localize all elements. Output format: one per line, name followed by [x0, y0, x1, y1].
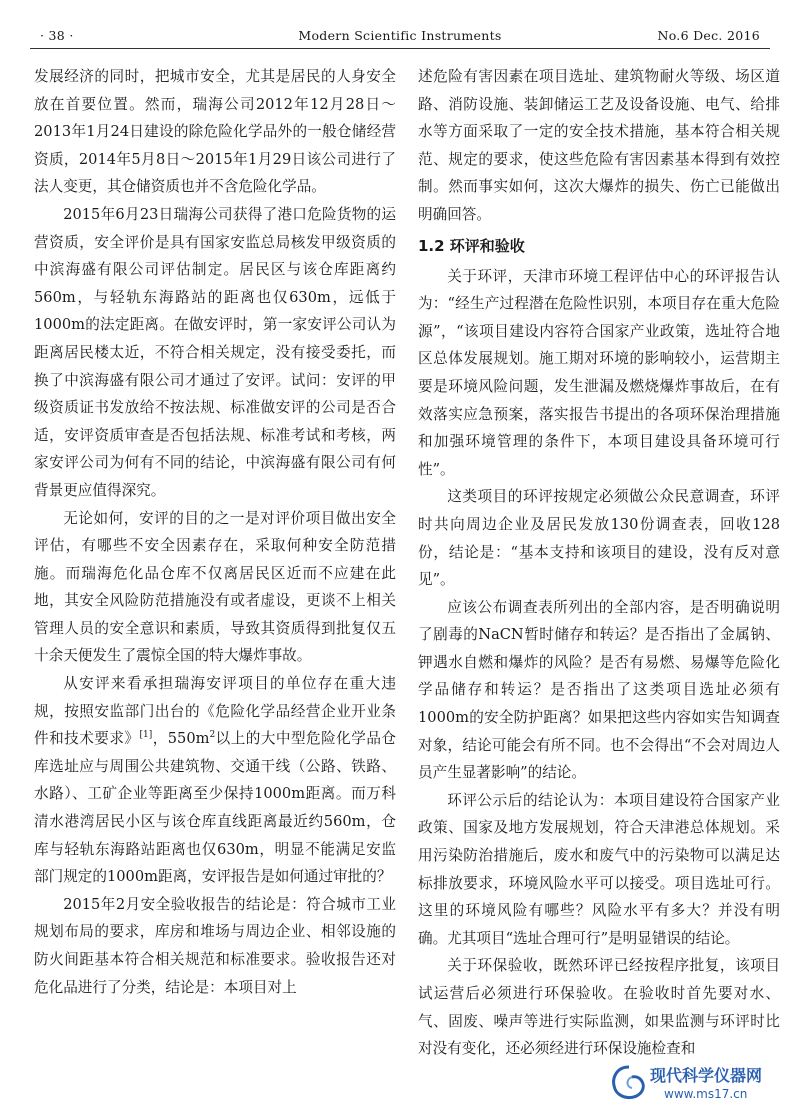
paragraph	[34, 670, 396, 891]
paragraph: 2015年2月安全验收报告的结论是：符合城市工业规划布局的要求，库房和堆场与周边企业、相邻设施的防火间距基本符合相关规范和标准要求。验收报告还对危化品进行了分类，结论是：本项目对上	[34, 895, 396, 996]
journal-name: Modern Scientific Instruments	[298, 28, 502, 43]
paragraph: 环评公示后的结论认为：本项目建设符合国家产业政策、国家及地方发展规划，符合天津港总体规划。采用污染防治措施后，废水和废气中的污染物可以满足达标排放要求，环境风险水平可以接受。项目选址可行。这里的环境风险有哪些？风险水平有多大？并没有明确。尤其项目“选址合理可行”是明显错误的结论。	[418, 791, 780, 947]
running-header	[30, 22, 770, 48]
reference-marker: [1]	[139, 730, 153, 741]
section-heading: 1.2 环评和验收	[418, 236, 525, 255]
watermark-title: 现代科学仪器网	[650, 1066, 763, 1085]
left-column	[34, 63, 396, 1001]
paragraph: 无论如何，安评的目的之一是对评价项目做出安全评估，有哪些不安全因素存在，采取何种安全防范措施。而瑞海危化品仓库不仅离居民区近而不应建在此地，其安全风险防范措施没有或者虚设，更谈不上相关管理人员的安全意识和素质，导致其资质得到批复仅五十余天便发生了震惊全国的特大爆炸事故。	[34, 509, 396, 665]
paragraph: 2015年6月23日瑞海公司获得了港口危险货物的运营资质，安全评价是具有国家安监总局核发甲级资质的中滨海盛有限公司评估制定。居民区与该仓库距离约560m，与轻轨东海路站的距离也仅630m，远低于1000m的法定距离。在做安评时，第一家安评公司认为距离居民楼太近，不符合相关规定，没有接受委托，而换了中滨海盛有限公司才通过了安评。试问：安评的甲级资质证书发放给不按法规、标准做安评的公司是否合适，安评资质审查是否包括法规、标准考试和考核，两家安评公司为何有不同的结论，中滨海盛有限公司有何背景更应值得深究。	[34, 205, 396, 499]
watermark-url: www.ms17.cn	[664, 1087, 748, 1101]
issue-info: No.6 Dec. 2016	[657, 28, 760, 43]
paragraph: 这类项目的环评按规定必须做公众民意调查，环评时共向周边企业及居民发放130份调查表，回收128份，结论是：“基本支持和该项目的建设，没有反对意见”。	[418, 488, 780, 589]
paragraph: 应该公布调查表所列出的全部内容，是否明确说明了剧毒的NaCN暂时储存和转运？是否指出了金属钠、钾遇水自燃和爆炸的风险？是否有易燃、易爆等危险化学品储存和转运？是否指出了这类项目选址必须有1000m的安全防护距离？如果把这些内容如实告知调查对象，结论可能会有所不同。也不会得出“不会对周边人员产生显著影响”的结论。	[418, 598, 780, 782]
swirl-logo-icon	[606, 1061, 652, 1107]
right-column	[418, 63, 780, 1063]
superscript: 2	[209, 730, 216, 741]
text-run: 从安评来看承担瑞海安评项目的单位存在重大违规，按照安监部门出台的《危险化学品经营企业开业条件和技术要求》	[34, 675, 396, 748]
page-number: · 38 ·	[40, 28, 74, 43]
paragraph: 述危险有害因素在项目选址、建筑物耐火等级、场区道路、消防设施、装卸储运工艺及设备设施、电气、给排水等方面采取了一定的安全技术措施，基本符合相关规范、规定的要求，使这些危险有害因素基本得到有效控制。然而事实如何，这次大爆炸的损失、伤亡已能做出明确回答。	[418, 68, 780, 223]
header-rule	[30, 48, 770, 49]
paragraph: 关于环评，天津市环境工程评估中心的环评报告认为：“经生产过程潜在危险性识别，本项目存在重大危险源”，“该项目建设内容符合国家产业政策，选址符合地区总体发展规划。施工期对环境的影响较小，运营期主要是环境风险问题，发生泄漏及燃烧爆炸事故后，在有效落实应急预案，落实报告书提出的各项环保治理措施和加强环境管理的条件下，本项目建设具备环境可行性”。	[418, 267, 780, 478]
watermark-logo	[606, 1061, 786, 1107]
text-run: ，550m	[152, 730, 210, 748]
paragraph: 发展经济的同时，把城市安全，尤其是居民的人身安全放在首要位置。然而，瑞海公司2012年12月28日～2013年1月24日建设的除危险化学品外的一般仓储经营资质，2014年5月8日～2015年1月29日该公司进行了法人变更，其仓储资质也并不含危险化学品。	[34, 68, 396, 196]
text-run: 以上的大中型危险化学品仓库选址应与周围公共建筑物、交通干线（公路、铁路、水路）、工矿企业等距离至少保持1000m距离。而万科清水港湾居民小区与该仓库直线距离最近约560m，仓库与轻轨东海路站距离也仅630m，明显不能满足安监部门规定的1000m距离，安评报告是如何通过审批的？	[34, 730, 396, 886]
paragraph: 关于环保验收，既然环评已经按程序批复，该项目试运营后必须进行环保验收。在验收时首先要对水、气、固废、噪声等进行实际监测，如果监测与环评时比对没有变化，还必须经进行环保设施检查和	[418, 957, 780, 1058]
